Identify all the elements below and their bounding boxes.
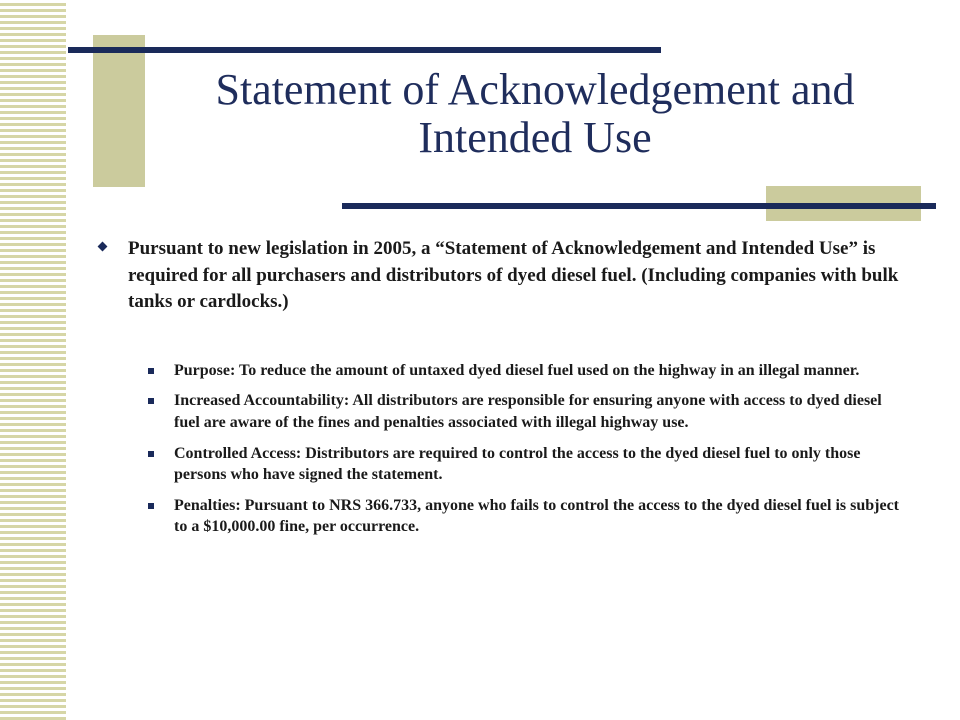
title-rule-top bbox=[68, 47, 661, 53]
square-bullet-icon bbox=[148, 368, 154, 374]
decorative-block-left bbox=[93, 35, 145, 187]
sub-bullet-list bbox=[96, 360, 916, 538]
sub-bullet-purpose bbox=[96, 360, 916, 382]
sub-bullet-text: Penalties: Pursuant to NRS 366.733, anyone who fails to control the access to the dyed diesel fuel is subject to a $10,000.00 fine, per occurrence. bbox=[174, 496, 900, 536]
slide-body bbox=[96, 236, 916, 547]
square-bullet-icon bbox=[148, 451, 154, 457]
sub-bullet-controlled-access bbox=[96, 443, 916, 486]
square-bullet-icon bbox=[148, 503, 154, 509]
sub-bullet-accountability bbox=[96, 390, 916, 433]
decorative-stripe-band bbox=[0, 0, 68, 720]
sub-bullet-text: Increased Accountability: All distributors are responsible for ensuring anyone with access to dyed diesel fuel are aware of the fines and penalties associated with illegal highway use. bbox=[174, 392, 882, 431]
title-rule-bottom bbox=[342, 203, 936, 209]
square-bullet-icon bbox=[148, 398, 154, 404]
sub-bullet-text: Controlled Access: Distributors are required to control the access to the dyed diesel fuel to only those persons who have signed the statement. bbox=[174, 444, 861, 484]
slide-title: Statement of Acknowledgement and Intended Use bbox=[215, 65, 855, 162]
sub-bullet-text: Purpose: To reduce the amount of untaxed dyed diesel fuel used on the highway in an illegal manner. bbox=[174, 361, 860, 379]
main-bullet bbox=[96, 236, 916, 316]
diamond-bullet-icon bbox=[98, 242, 108, 252]
sub-bullet-penalties bbox=[96, 495, 916, 538]
main-bullet-text: Pursuant to new legislation in 2005, a “Statement of Acknowledgement and Intended Use” is required for all purchasers and distributors of dyed diesel fuel. (Including companies with bulk tanks or cardlocks.) bbox=[128, 238, 899, 313]
